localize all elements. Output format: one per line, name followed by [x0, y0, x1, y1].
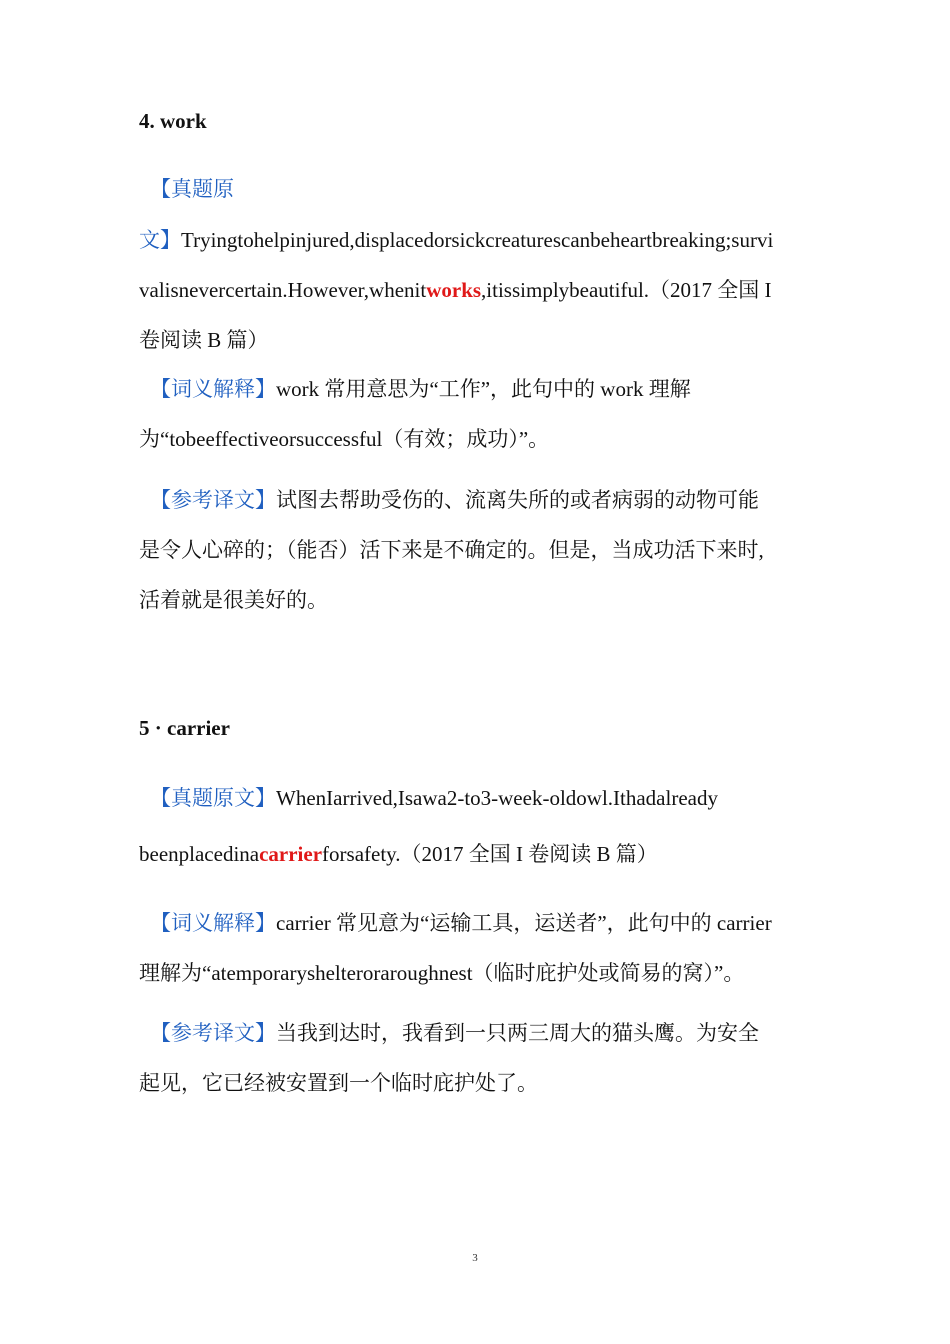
s5-highlight-word: carrier: [259, 842, 323, 866]
s5-meaning-tag: 【词义解释】: [150, 911, 276, 935]
s5-translation-tag: 【参考译文】: [150, 1021, 276, 1045]
page-number: 3: [472, 1252, 478, 1264]
s4-original-tag-line1: [150, 174, 234, 204]
s4-original-text2a: valisnevercertain.However,whenit: [139, 278, 427, 302]
s4-original-line1: [139, 225, 773, 255]
s4-meaning-text1: work 常用意思为“工作”，此句中的 work 理解: [276, 377, 691, 401]
s4-original-text1: Tryingtohelpinjured,displacedorsickcreaturescanbeheartbreaking;survi: [181, 228, 774, 252]
s5-original-line2: [139, 839, 658, 869]
s5-meaning-line1: [150, 908, 772, 938]
s4-original-tag-a: 【真题原: [150, 177, 234, 201]
s4-translation-tag: 【参考译文】: [150, 488, 276, 512]
s4-original-line3: 卷阅读 B 篇）: [139, 328, 269, 352]
s5-translation-line2: 起见，它已经被安置到一个临时庇护处了。: [139, 1071, 538, 1095]
s5-translation-text1: 当我到达时，我看到一只两三周大的猫头鹰。为安全: [276, 1021, 759, 1045]
s4-original-text2b: ,itissimplybeautiful.（2017 全国 I: [481, 278, 772, 302]
s4-translation-line3: 活着就是很美好的。: [139, 588, 328, 612]
s5-meaning-text1: carrier 常见意为“运输工具，运送者”，此句中的 carrier: [276, 911, 772, 935]
s5-original-text2a: beenplacedina: [139, 842, 260, 866]
s4-meaning-line1: [150, 374, 691, 404]
s4-original-line2: [139, 275, 772, 305]
s5-translation-line1: [150, 1018, 759, 1048]
s5-original-tag: 【真题原文】: [150, 786, 276, 810]
s5-meaning-line2: 理解为“atemporaryshelteroraroughnest（临时庇护处或简易的窝）”。: [139, 961, 745, 985]
s4-meaning-tag: 【词义解释】: [150, 377, 276, 401]
s5-original-text2b: forsafety.（2017 全国 I 卷阅读 B 篇）: [322, 842, 658, 866]
s4-translation-text1: 试图去帮助受伤的、流离失所的或者病弱的动物可能: [276, 488, 759, 512]
s4-translation-line1: [150, 485, 759, 515]
s4-translation-line2: 是令人心碎的；（能否）活下来是不确定的。但是，当成功活下来时,: [139, 538, 764, 562]
s4-highlight-word: works: [426, 278, 482, 302]
section-5-heading: 5 · carrier: [139, 716, 230, 740]
s5-original-text1: WhenIarrived,Isawa2-to3-week-oldowl.Ithadalready: [276, 786, 718, 810]
section-4-heading: 4. work: [139, 109, 207, 133]
s4-meaning-line2: 为“tobeeffectiveorsuccessful（有效；成功）”。: [139, 427, 550, 451]
s5-original-line1: [150, 783, 718, 813]
s4-original-tag-b: 文】: [139, 228, 181, 252]
